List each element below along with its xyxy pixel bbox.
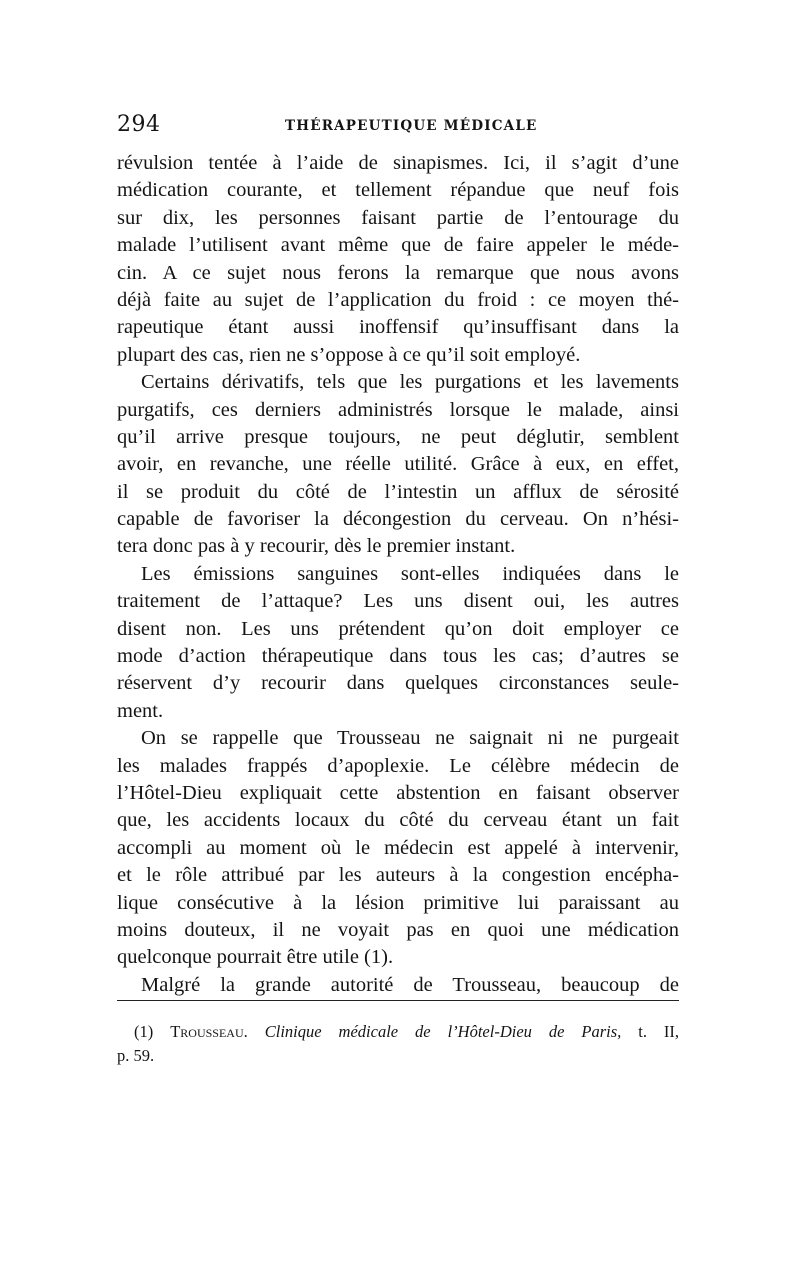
- text-line: réservent d’y recourir dans quelques circonstances seule-: [117, 672, 679, 695]
- text-line: les malades frappés d’apoplexie. Le célèbre médecin de: [117, 754, 679, 777]
- text-line: purgatifs, ces derniers administrés lorsque le malade, ainsi: [117, 398, 679, 421]
- paragraph-start-line: On se rappelle que Trousseau ne saignait ni ne purgeait: [141, 727, 679, 750]
- text-line: ment.: [117, 699, 164, 722]
- text-line: déjà faite au sujet de l’application du froid : ce moyen thé-: [117, 288, 679, 311]
- text-line: capable de favoriser la décongestion du cerveau. On n’hési-: [117, 508, 679, 531]
- text-line: révulsion tentée à l’aide de sinapismes. Ici, il s’agit d’une: [117, 152, 679, 174]
- text-line: plupart des cas, rien ne s’oppose à ce qu’il soit employé.: [117, 343, 581, 366]
- footnote-line: [117, 1020, 679, 1044]
- footnote-author: Trousseau.: [170, 1022, 248, 1041]
- footnote-line: p. 59.: [117, 1046, 155, 1065]
- text-line: sur dix, les personnes faisant partie de l’entourage du: [117, 206, 679, 229]
- running-header: [117, 112, 679, 142]
- page-number: 294: [117, 112, 161, 137]
- text-line: tera donc pas à y recourir, dès le premier instant.: [117, 535, 516, 558]
- text-line: médication courante, et tellement répandue que neuf fois: [117, 179, 679, 202]
- footnote-volume: t. II,: [638, 1022, 680, 1041]
- footnote-marker: (1): [134, 1022, 154, 1041]
- paragraph-start-line: Les émissions sanguines sont-elles indiquées dans le: [141, 562, 679, 585]
- footnote: [117, 1020, 679, 1068]
- paragraph-start-line: Certains dérivatifs, tels que les purgations et les lavements: [141, 371, 679, 394]
- footnote-divider: [117, 1000, 679, 1001]
- text-line: l’Hôtel-Dieu expliquait cette abstention en faisant observer: [117, 781, 679, 804]
- footnote-title: Clinique médicale de l’Hôtel-Dieu de Paris,: [264, 1022, 622, 1041]
- text-line: quelconque pourrait être utile (1).: [117, 946, 394, 969]
- running-title: THÉRAPEUTIQUE MÉDICALE: [285, 118, 538, 134]
- text-line: et le rôle attribué par les auteurs à la congestion encépha-: [117, 864, 679, 887]
- text-line: que, les accidents locaux du côté du cerveau étant un fait: [117, 809, 679, 832]
- text-line: accompli au moment où le médecin est appelé à intervenir,: [117, 836, 679, 859]
- paragraph-start-line: Malgré la grande autorité de Trousseau, beaucoup de: [141, 973, 679, 996]
- text-line: il se produit du côté de l’intestin un afflux de sérosité: [117, 480, 679, 503]
- body-text: [117, 150, 679, 999]
- text-line: lique consécutive à la lésion primitive lui paraissant au: [117, 891, 679, 914]
- text-line: traitement de l’attaque? Les uns disent oui, les autres: [117, 590, 679, 613]
- text-line: mode d’action thérapeutique dans tous les cas; d’autres se: [117, 645, 679, 668]
- text-line: moins douteux, il ne voyait pas en quoi une médication: [117, 918, 679, 941]
- text-line: disent non. Les uns prétendent qu’on doit employer ce: [117, 617, 679, 640]
- text-line: cin. A ce sujet nous ferons la remarque que nous avons: [117, 261, 679, 284]
- text-line: avoir, en revanche, une réelle utilité. Grâce à eux, en effet,: [117, 453, 679, 476]
- text-line: malade l’utilisent avant même que de faire appeler le méde-: [117, 234, 679, 257]
- text-line: qu’il arrive presque toujours, ne peut déglutir, semblent: [117, 425, 679, 448]
- text-line: rapeutique étant aussi inoffensif qu’insuffisant dans la: [117, 316, 679, 339]
